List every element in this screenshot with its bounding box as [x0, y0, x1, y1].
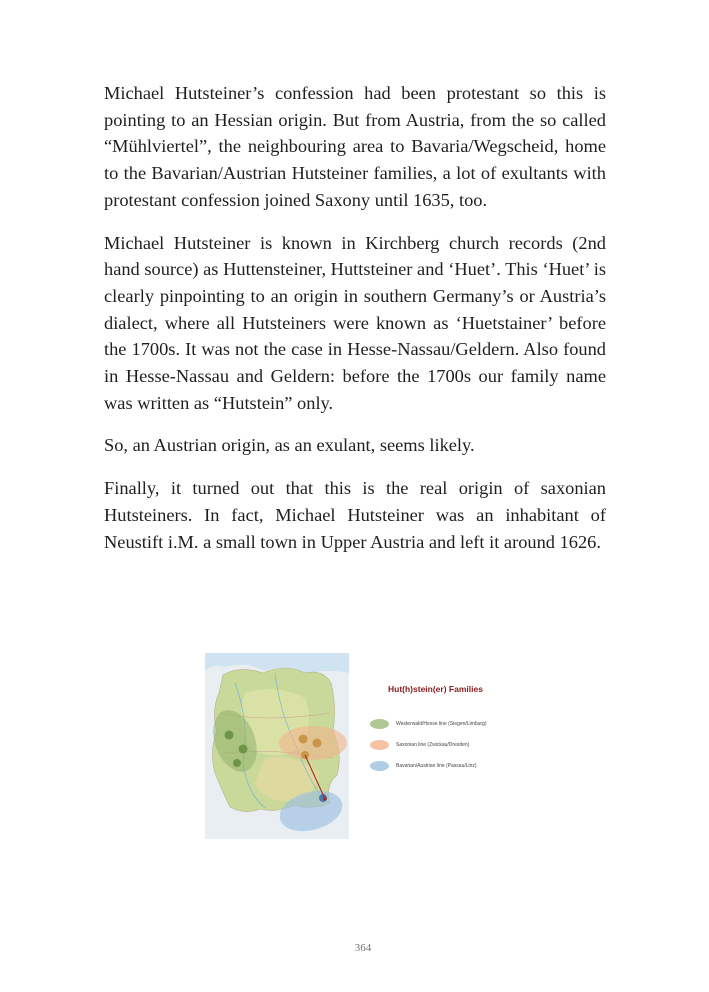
family-map-figure	[205, 653, 505, 843]
blue-swatch-icon	[370, 761, 389, 771]
paragraph-4: Finally, it turned out that this is the real origin of saxonian Hutsteiners. In fact, Michael Hutsteiner was an inhabitant of Neustift i.M. a small town in Upper Austria and left it around 1626.	[104, 478, 606, 552]
orange-swatch-icon	[370, 740, 389, 750]
map-legend	[365, 653, 510, 793]
legend-item-westerwald	[370, 718, 510, 730]
germany-map	[205, 653, 349, 839]
body-text	[104, 80, 606, 571]
legend-label: Bavarian/Austrian line (Passau/Linz)	[396, 763, 477, 769]
page-number: 364	[354, 942, 372, 954]
legend-label: Saxonian line (Zwickau/Dresden)	[396, 742, 470, 748]
legend-title: Hut(h)stein(er) Families	[388, 684, 483, 694]
legend-label: Westerwald/Hesse line (Siegen/Limburg)	[396, 721, 487, 727]
paragraph-1: Michael Hutsteiner’s confession had been protestant so this is pointing to an Hessian origin. But from Austria, from the so called “Mühlviertel”, the neighbouring area to Bavaria/Wegscheid, home to the Bavarian/Austrian Hutsteiner families, a lot of exultants with protestant confession joined Saxony until 1635, too.	[104, 83, 606, 210]
paragraph-2: Michael Hutsteiner is known in Kirchberg church records (2nd hand source) as Huttensteiner, Huttsteiner and ‘Huet’. This ‘Huet’ is clearly pinpointing to an origin in southern Germany’s or Austria’s dialect, where all Hutsteiners were known as ‘Huetstainer’ before the 1700s. It was not the case in Hesse-Nassau/Geldern. Also found in Hesse-Nassau and Geldern: before the 1700s our family name was written as “Hutstein” only.	[104, 232, 606, 413]
green-swatch-icon	[370, 719, 389, 729]
legend-item-saxonian	[370, 739, 510, 751]
legend-item-bavarian	[370, 760, 510, 772]
paragraph-3: So, an Austrian origin, as an exulant, seems likely.	[104, 435, 475, 456]
